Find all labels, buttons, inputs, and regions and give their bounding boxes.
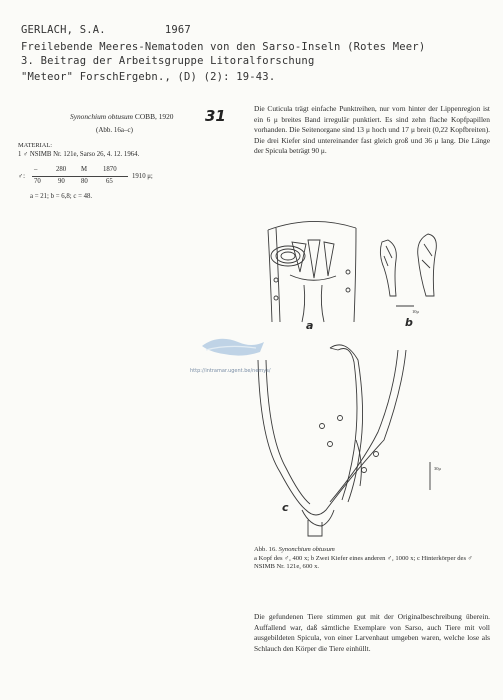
ratios: a = 21; b = 6,8; c = 48. bbox=[30, 193, 93, 200]
figure-a-head-drawing bbox=[268, 221, 356, 322]
formula-top-4: 1870 bbox=[103, 166, 117, 173]
formula-bottom-1: 70 bbox=[34, 178, 41, 185]
figure-label-c: c bbox=[282, 501, 289, 514]
watermark-url: http://intramar.ugent.be/nemys/ bbox=[190, 368, 271, 374]
formula-top-1: – bbox=[34, 166, 38, 173]
material-label: MATERIAL: bbox=[18, 142, 53, 149]
citation-author-line bbox=[21, 24, 191, 36]
figure-b-jaws-drawing bbox=[380, 234, 436, 306]
citation-journal: "Meteor" ForschErgebn., (D) (2): 19-43. bbox=[21, 71, 276, 83]
formula-bottom-3: 80 bbox=[81, 178, 88, 185]
formula-bottom-2: 90 bbox=[58, 178, 65, 185]
species-authority: COBB, 1920 bbox=[134, 112, 174, 121]
figure-label-a: a bbox=[306, 319, 314, 332]
citation-year: 1967 bbox=[164, 24, 191, 36]
scale-bar-c-label: 30μ bbox=[434, 466, 441, 471]
figure-reference: (Abb. 16a–c) bbox=[96, 126, 133, 134]
caption-species: Synonchium obtusum bbox=[278, 546, 335, 553]
species-heading bbox=[70, 112, 174, 121]
formula-top-2: 280 bbox=[56, 166, 67, 173]
citation-author: GERLACH, S.A. bbox=[21, 24, 106, 36]
material-text: 1 ♂ NSIMB Nr. 121e, Sarso 26, 4. 12. 1964. bbox=[18, 151, 140, 158]
citation-title-2: 3. Beitrag der Arbeitsgruppe Litoralforschung bbox=[21, 55, 315, 67]
figure-16-drawing bbox=[180, 210, 480, 550]
formula-total: 1910 μ; bbox=[132, 173, 153, 180]
watermark-logo bbox=[198, 328, 268, 360]
formula-fraction-line bbox=[32, 176, 128, 177]
species-name: Synonchium obtusum bbox=[70, 112, 134, 121]
formula-top-3: M bbox=[81, 166, 88, 173]
cobb-formula bbox=[18, 166, 218, 192]
citation-title-1: Freilebende Meeres-Nematoden von den Sarso-Inseln (Rotes Meer) bbox=[21, 41, 426, 53]
description-paragraph: Die Cuticula trägt einfache Punktreihen, nur vorn hinter der Lippenregion ist ein 6 μ breites Band irregulär punktiert. Es sind zehn flache Kopfpapillen vorhanden. Die Seitenorgane sind 13 μ hoch und 17 μ breit (0,22 Kopfbreiten). Die drei Kiefer sind untereinander fast gleich groß und 36 μ lang. Die Länge der Spicula beträgt 90 μ. bbox=[254, 104, 490, 156]
scale-bar-b-label: 10μ bbox=[412, 309, 419, 314]
figure-label-b: b bbox=[405, 316, 413, 329]
watermark-fish-icon bbox=[198, 328, 268, 360]
caption-body: a Kopf des ♂, 400 x; b Zwei Kiefer eines anderen ♂, 1000 x; c Hinterkörper des ♂ NSIMB Nr. 121e, 600 x. bbox=[254, 554, 473, 571]
formula-bottom-4: 65 bbox=[106, 178, 113, 185]
caption-title: Abb. 16. bbox=[254, 546, 277, 553]
formula-sex-symbol: ♂: bbox=[18, 173, 25, 180]
figure-caption bbox=[254, 546, 490, 572]
handwritten-page-number: 31 bbox=[205, 107, 226, 125]
comparison-paragraph: Die gefundenen Tiere stimmen gut mit der Originalbeschreibung überein. Auffallend war, daß sämtliche Exemplare von Sarso, auch Tiere mit voll ausgebildeten Spicula, von einer Larvenhaut umgeben waren, welche lose als Schlauch den Körper die Tiere einhüllt. bbox=[254, 612, 490, 653]
